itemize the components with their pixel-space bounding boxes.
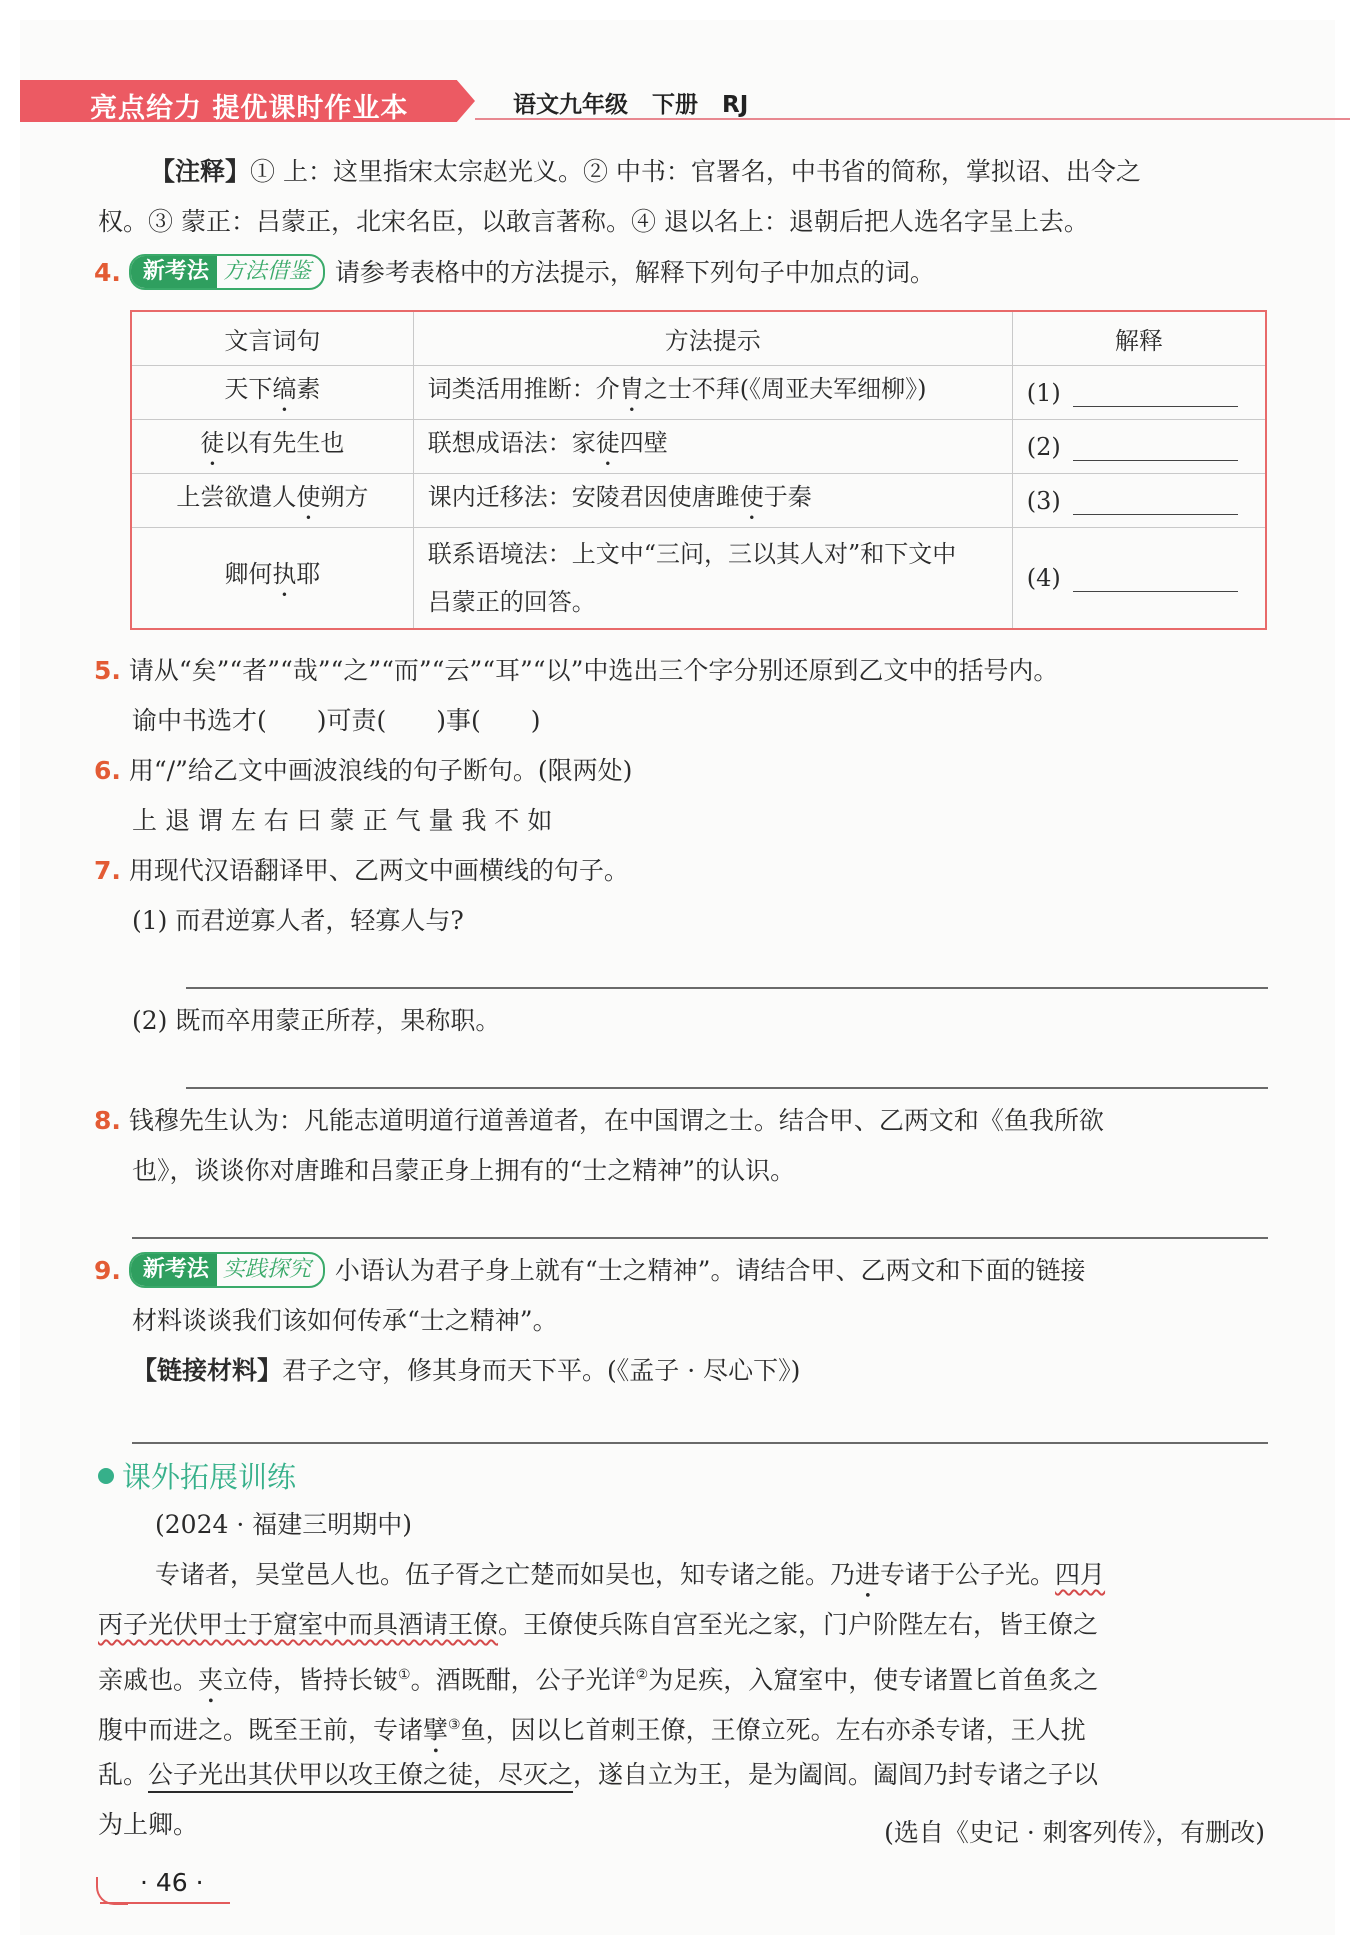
passage-line1: 专诸者，吴堂邑人也。伍子胥之亡楚而如吴也，知专诸之能。乃进专诸于公子光。四月 (155, 1560, 1106, 1589)
answer-cell: (4) (1012, 528, 1266, 630)
method-cell: 联想成语法：家徒四壁 (413, 420, 1012, 474)
notes-label: 【注释】 (150, 157, 251, 186)
answer-blank[interactable] (1073, 434, 1238, 461)
method-cell: 课内迁移法：安陵君因使唐雎使于秦 (413, 474, 1012, 528)
q9-line1: 9. 新考法 实践探究 小语认为君子身上就有“士之精神”。请结合甲、乙两文和下面的链接 (94, 1246, 1085, 1296)
table-row (131, 420, 1266, 474)
passage-line5: 乱。公子光出其伏甲以攻王僚之徒，尽灭之，遂自立为王，是为阖闾。阖闾乃封专诸之子以 (98, 1760, 1099, 1789)
phrase-cell: 卿何执耶 (131, 528, 413, 630)
header-bar (20, 80, 1335, 122)
phrase-cell: 徒以有先生也 (131, 420, 413, 474)
table-row (131, 474, 1266, 528)
source-note: (2024 · 福建三明期中) (155, 1510, 412, 1539)
q7-item2: (2) 既而卒用蒙正所荐，果称职。 (132, 1006, 501, 1035)
notes-line1: 【注释】① 上：这里指宋太宗赵光义。② 中书：官署名，中书省的简称，掌拟诏、出令之 (150, 157, 1141, 186)
passage-line4: 腹中而进之。既至王前，专诸擘③鱼，因以匕首刺王僚，王僚立死。左右亦杀专诸，王人扰 (98, 1715, 1086, 1745)
table-header-cell: 方法提示 (413, 311, 1012, 366)
answer-cell: (3) (1012, 474, 1266, 528)
table-header-cell: 解释 (1012, 311, 1266, 366)
table-row (131, 366, 1266, 420)
q7-item1: (1) 而君逆寡人者，轻寡人与? (132, 906, 464, 935)
passage-line6: 为上卿。 (98, 1810, 199, 1839)
q5-sentence[interactable]: 谕中书选才( )可责( )事( ) (132, 706, 541, 735)
method-table (130, 310, 1267, 630)
answer-blank[interactable] (1073, 380, 1238, 407)
answer-line-q8[interactable] (132, 1237, 1268, 1239)
leaf-icon (98, 1468, 114, 1484)
method-cell: 联系语境法：上文中“三问，三以其人对”和下文中 吕蒙正的回答。 (413, 528, 1012, 630)
q7-prompt: 7. 用现代汉语翻译甲、乙两文中画横线的句子。 (94, 856, 629, 885)
header-subject: 语文九年级 下册 RJ (513, 92, 749, 118)
passage-line2: 丙子光伏甲士于窟室中而具酒请王僚。王僚使兵陈自宫至光之家，门户阶陛左右，皆王僚之 (98, 1610, 1099, 1639)
answer-line-q9[interactable] (132, 1442, 1268, 1444)
header-brand: 亮点给力 提优课时作业本 (90, 93, 409, 124)
answer-cell: (2) (1012, 420, 1266, 474)
q4-tag: 新考法 方法借鉴 (129, 254, 325, 290)
q4-prompt: 4. 新考法 方法借鉴 请参考表格中的方法提示，解释下列句子中加点的词。 (94, 248, 935, 298)
notes-line2: 权。③ 蒙正：吕蒙正，北宋名臣，以敢言著称。④ 退以名上：退朝后把人选名字呈上去。 (98, 207, 1089, 236)
q4-number: 4. (94, 258, 121, 287)
q9-line2: 材料谈谈我们该如何传承“士之精神”。 (132, 1306, 558, 1335)
phrase-cell: 上尝欲遣人使朔方 (131, 474, 413, 528)
table-row (131, 528, 1266, 630)
page-number: · 46 · (140, 1868, 204, 1897)
phrase-cell: 天下缟素 (131, 366, 413, 420)
passage-source: (选自《史记 · 刺客列传》，有删改) (884, 1818, 1265, 1847)
table-header-cell: 文言词句 (131, 311, 413, 366)
table-header-row (131, 311, 1266, 366)
q9-link: 【链接材料】君子之守，修其身而天下平。(《孟子 · 尽心下》) (132, 1356, 801, 1385)
answer-blank[interactable] (1073, 488, 1238, 515)
q9-tag: 新考法 实践探究 (129, 1252, 325, 1288)
q6-sentence[interactable]: 上 退 谓 左 右 曰 蒙 正 气 量 我 不 如 (132, 806, 553, 835)
answer-line-q7-1[interactable] (186, 987, 1268, 989)
q5-prompt: 5. 请从“矣”“者”“哉”“之”“而”“云”“耳”“以”中选出三个字分别还原到乙文中的括号内。 (94, 656, 1059, 685)
q8-line2: 也》，谈谈你对唐雎和吕蒙正身上拥有的“士之精神”的认识。 (132, 1156, 796, 1185)
q6-prompt: 6. 用“/”给乙文中画波浪线的句子断句。(限两处) (94, 756, 633, 785)
method-cell: 词类活用推断：介胄之士不拜(《周亚夫军细柳》) (413, 366, 1012, 420)
passage-line3: 亲戚也。夹立侍，皆持长铍①。酒既酣，公子光详②为足疾，入窟室中，使专诸置匕首鱼炙之 (98, 1665, 1099, 1695)
q8-line1: 8. 钱穆先生认为：凡能志道明道行道善道者，在中国谓之士。结合甲、乙两文和《鱼我所欲 (94, 1106, 1104, 1135)
section-title: 课外拓展训练 (98, 1455, 296, 1496)
answer-blank[interactable] (1073, 565, 1238, 592)
answer-line-q7-2[interactable] (186, 1087, 1268, 1089)
answer-cell: (1) (1012, 366, 1266, 420)
page-number-underline (100, 1902, 230, 1904)
